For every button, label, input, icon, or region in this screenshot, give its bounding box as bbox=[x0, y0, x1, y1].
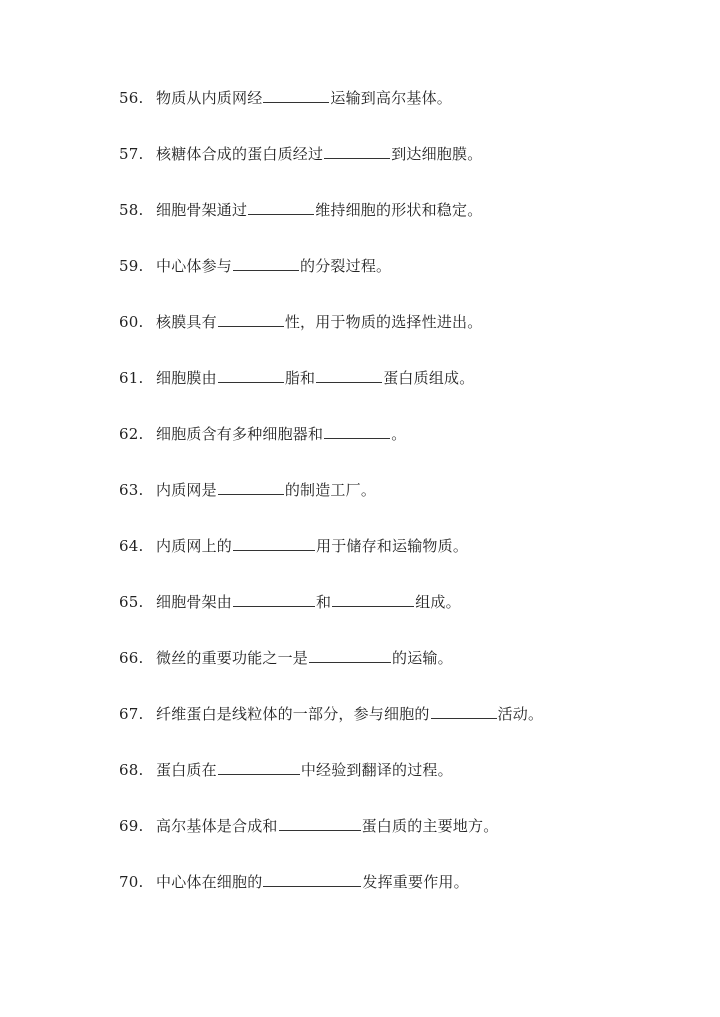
question-text: 的分裂过程。 bbox=[300, 257, 392, 275]
question-text: 物质从内质网经 bbox=[156, 89, 263, 107]
answer-blank bbox=[218, 364, 284, 383]
answer-blank bbox=[233, 252, 299, 271]
question-text: 微丝的重要功能之一是 bbox=[156, 649, 309, 667]
question-number: 66. bbox=[119, 649, 144, 667]
question-number: 67. bbox=[119, 705, 144, 723]
question-text: 中心体在细胞的 bbox=[156, 873, 263, 891]
question-item bbox=[119, 532, 689, 588]
question-text: 的运输。 bbox=[392, 649, 453, 667]
question-text: 细胞骨架通过 bbox=[156, 201, 248, 219]
question-number: 70. bbox=[119, 873, 144, 891]
answer-blank bbox=[218, 476, 284, 495]
answer-blank bbox=[324, 420, 390, 439]
question-text: 中经验到翻译的过程。 bbox=[300, 761, 453, 779]
answer-blank bbox=[309, 644, 391, 663]
question-item bbox=[119, 252, 689, 308]
question-item bbox=[119, 700, 689, 756]
answer-blank bbox=[316, 364, 382, 383]
answer-blank bbox=[218, 756, 300, 775]
question-text: 蛋白质在 bbox=[156, 761, 217, 779]
answer-blank bbox=[218, 308, 284, 327]
question-item bbox=[119, 812, 689, 868]
answer-blank bbox=[233, 588, 315, 607]
question-text: 核膜具有 bbox=[156, 313, 217, 331]
question-number: 57. bbox=[119, 145, 144, 163]
question-number: 64. bbox=[119, 537, 144, 555]
answer-blank bbox=[332, 588, 414, 607]
question-text: 维持细胞的形状和稳定。 bbox=[315, 201, 483, 219]
question-item bbox=[119, 756, 689, 812]
answer-blank bbox=[431, 700, 497, 719]
question-item bbox=[119, 196, 689, 252]
question-text: 。 bbox=[391, 425, 407, 443]
question-item bbox=[119, 364, 689, 420]
question-text: 中心体参与 bbox=[156, 257, 233, 275]
question-text: 细胞骨架由 bbox=[156, 593, 233, 611]
question-text: 蛋白质组成。 bbox=[383, 369, 475, 387]
question-item bbox=[119, 140, 689, 196]
question-text: 内质网上的 bbox=[156, 537, 233, 555]
question-text: 的制造工厂。 bbox=[284, 481, 377, 499]
question-text: 性，用于物质的选择性进出。 bbox=[284, 313, 483, 331]
question-number: 69. bbox=[119, 817, 144, 835]
answer-blank bbox=[248, 196, 314, 215]
question-number: 61. bbox=[119, 369, 144, 387]
question-text: 细胞膜由 bbox=[156, 369, 217, 387]
question-item bbox=[119, 420, 689, 476]
question-number: 62. bbox=[119, 425, 144, 443]
question-text: 和 bbox=[316, 593, 332, 611]
question-text: 细胞质含有多种细胞器和 bbox=[156, 425, 324, 443]
question-number: 59. bbox=[119, 257, 144, 275]
question-text: 活动。 bbox=[497, 705, 544, 723]
question-text: 组成。 bbox=[415, 593, 461, 611]
question-text: 高尔基体是合成和 bbox=[156, 817, 278, 835]
question-number: 58. bbox=[119, 201, 144, 219]
question-text: 核糖体合成的蛋白质经过 bbox=[156, 145, 324, 163]
question-number: 68. bbox=[119, 761, 144, 779]
question-text: 蛋白质的主要地方。 bbox=[361, 817, 499, 835]
answer-blank bbox=[263, 868, 361, 887]
question-list bbox=[119, 84, 689, 924]
question-text: 发挥重要作用。 bbox=[362, 873, 469, 891]
question-item bbox=[119, 868, 689, 924]
answer-blank bbox=[279, 812, 361, 831]
question-text: 纤维蛋白是线粒体的一部分，参与细胞的 bbox=[156, 705, 430, 723]
answer-blank bbox=[324, 140, 390, 159]
question-text: 到达细胞膜。 bbox=[391, 145, 483, 163]
question-text: 脂和 bbox=[284, 369, 316, 387]
question-item bbox=[119, 308, 689, 364]
question-item bbox=[119, 476, 689, 532]
question-text: 用于储存和运输物质。 bbox=[316, 537, 469, 555]
question-item bbox=[119, 644, 689, 700]
question-item bbox=[119, 84, 689, 140]
question-item bbox=[119, 588, 689, 644]
question-number: 63. bbox=[119, 481, 144, 499]
question-number: 65. bbox=[119, 593, 144, 611]
answer-blank bbox=[263, 84, 329, 103]
question-number: 56. bbox=[119, 89, 144, 107]
question-text: 内质网是 bbox=[156, 481, 217, 499]
question-text: 运输到高尔基体。 bbox=[330, 89, 453, 107]
question-number: 60. bbox=[119, 313, 144, 331]
answer-blank bbox=[233, 532, 315, 551]
